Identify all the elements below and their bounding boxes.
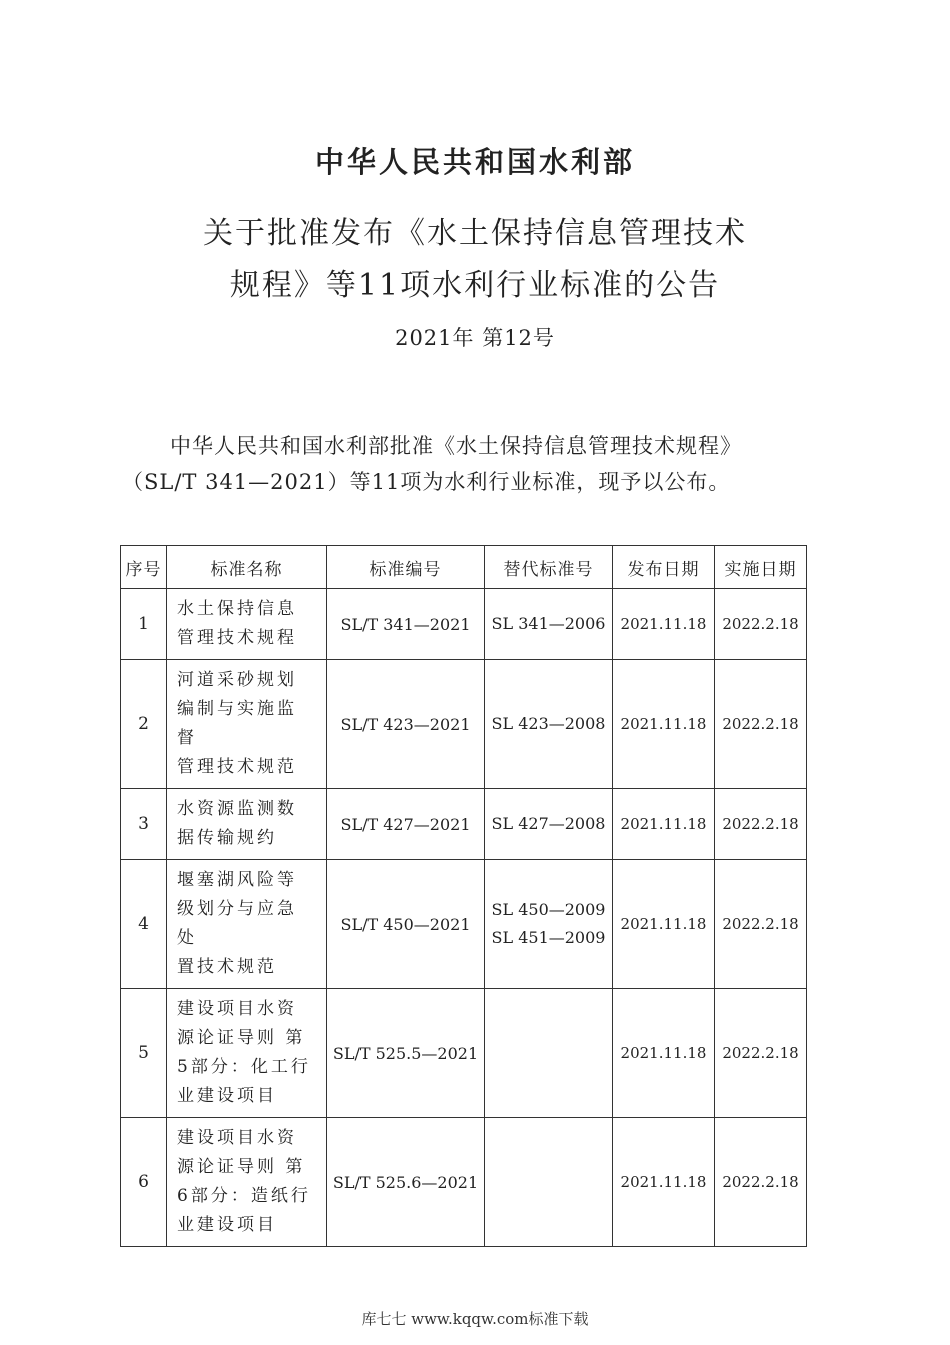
replaces-line: SL 450—2009 — [491, 900, 606, 919]
cell-no: 5 — [121, 989, 167, 1118]
cell-name — [167, 789, 327, 860]
cell-effective: 2022.2.18 — [715, 989, 807, 1118]
name-line: 6部分：造纸行 — [177, 1186, 311, 1206]
cell-effective: 2022.2.18 — [715, 789, 807, 860]
cell-name — [167, 1118, 327, 1247]
name-line: 建设项目水资 — [177, 1128, 297, 1148]
header-name: 标准名称 — [167, 546, 327, 589]
cell-no: 4 — [121, 860, 167, 989]
cell-code: SL/T 450—2021 — [327, 860, 485, 989]
name-line: 管理技术规程 — [177, 628, 297, 648]
name-line: 建设项目水资 — [177, 999, 297, 1019]
standards-table — [120, 545, 807, 1247]
cell-replaces — [485, 660, 613, 789]
replaces-line: SL 427—2008 — [491, 814, 606, 833]
name-line: 水资源监测数 — [177, 799, 297, 819]
table-row — [121, 1118, 807, 1247]
name-line: 编制与实施监督 — [177, 699, 297, 748]
cell-name — [167, 860, 327, 989]
cell-no: 3 — [121, 789, 167, 860]
table-row — [121, 589, 807, 660]
cell-name — [167, 660, 327, 789]
body-line-2: （SL/T 341—2021）等11项为水利行业标准，现予以公布。 — [122, 470, 731, 494]
cell-code: SL/T 525.5—2021 — [327, 989, 485, 1118]
body-line-1: 中华人民共和国水利部批准《水土保持信息管理技术规程》 — [170, 434, 742, 458]
cell-replaces — [485, 860, 613, 989]
name-line: 水土保持信息 — [177, 599, 297, 619]
table-row — [121, 660, 807, 789]
title-line-2: 规程》等11项水利行业标准的公告 — [229, 268, 721, 303]
cell-replaces — [485, 589, 613, 660]
name-line: 业建设项目 — [177, 1086, 277, 1106]
cell-code: SL/T 423—2021 — [327, 660, 485, 789]
cell-no: 2 — [121, 660, 167, 789]
name-line: 业建设项目 — [177, 1215, 277, 1235]
cell-effective: 2022.2.18 — [715, 1118, 807, 1247]
table-row — [121, 860, 807, 989]
name-line: 5部分：化工行 — [177, 1057, 311, 1077]
name-line: 河道采砂规划 — [177, 670, 297, 690]
header-published: 发布日期 — [613, 546, 715, 589]
announcement-body — [122, 428, 822, 500]
name-line: 源论证导则 第 — [177, 1028, 306, 1048]
cell-name — [167, 589, 327, 660]
name-line: 置技术规范 — [177, 957, 277, 977]
header-replaces: 替代标准号 — [485, 546, 613, 589]
issue-number: 2021年 第12号 — [395, 326, 555, 350]
title-line-1: 关于批准发布《水土保持信息管理技术 — [203, 216, 747, 251]
name-line: 管理技术规范 — [177, 757, 297, 777]
header-code: 标准编号 — [327, 546, 485, 589]
cell-published: 2021.11.18 — [613, 789, 715, 860]
table-row — [121, 789, 807, 860]
cell-code: SL/T 525.6—2021 — [327, 1118, 485, 1247]
header-no: 序号 — [121, 546, 167, 589]
cell-published: 2021.11.18 — [613, 860, 715, 989]
cell-effective: 2022.2.18 — [715, 860, 807, 989]
name-line: 级划分与应急处 — [177, 899, 297, 948]
cell-no: 6 — [121, 1118, 167, 1247]
cell-replaces — [485, 1118, 613, 1247]
cell-replaces — [485, 989, 613, 1118]
replaces-line: SL 451—2009 — [491, 928, 606, 947]
cell-code: SL/T 427—2021 — [327, 789, 485, 860]
name-line: 堰塞湖风险等 — [177, 870, 297, 890]
replaces-line: SL 341—2006 — [491, 614, 606, 633]
cell-effective: 2022.2.18 — [715, 589, 807, 660]
cell-effective: 2022.2.18 — [715, 660, 807, 789]
announcement-title — [0, 208, 950, 312]
header-effective: 实施日期 — [715, 546, 807, 589]
cell-code: SL/T 341—2021 — [327, 589, 485, 660]
name-line: 源论证导则 第 — [177, 1157, 306, 1177]
cell-name — [167, 989, 327, 1118]
issuing-organization: 中华人民共和国水利部 — [314, 145, 635, 179]
name-line: 据传输规约 — [177, 828, 277, 848]
table-header-row — [121, 546, 807, 589]
cell-published: 2021.11.18 — [613, 660, 715, 789]
cell-published: 2021.11.18 — [613, 989, 715, 1118]
cell-no: 1 — [121, 589, 167, 660]
table-row — [121, 989, 807, 1118]
footer-watermark-text: 库七七 www.kqqw.com标准下载 — [361, 1310, 589, 1328]
replaces-line: SL 423—2008 — [491, 714, 606, 733]
cell-published: 2021.11.18 — [613, 1118, 715, 1247]
cell-published: 2021.11.18 — [613, 589, 715, 660]
cell-replaces — [485, 789, 613, 860]
